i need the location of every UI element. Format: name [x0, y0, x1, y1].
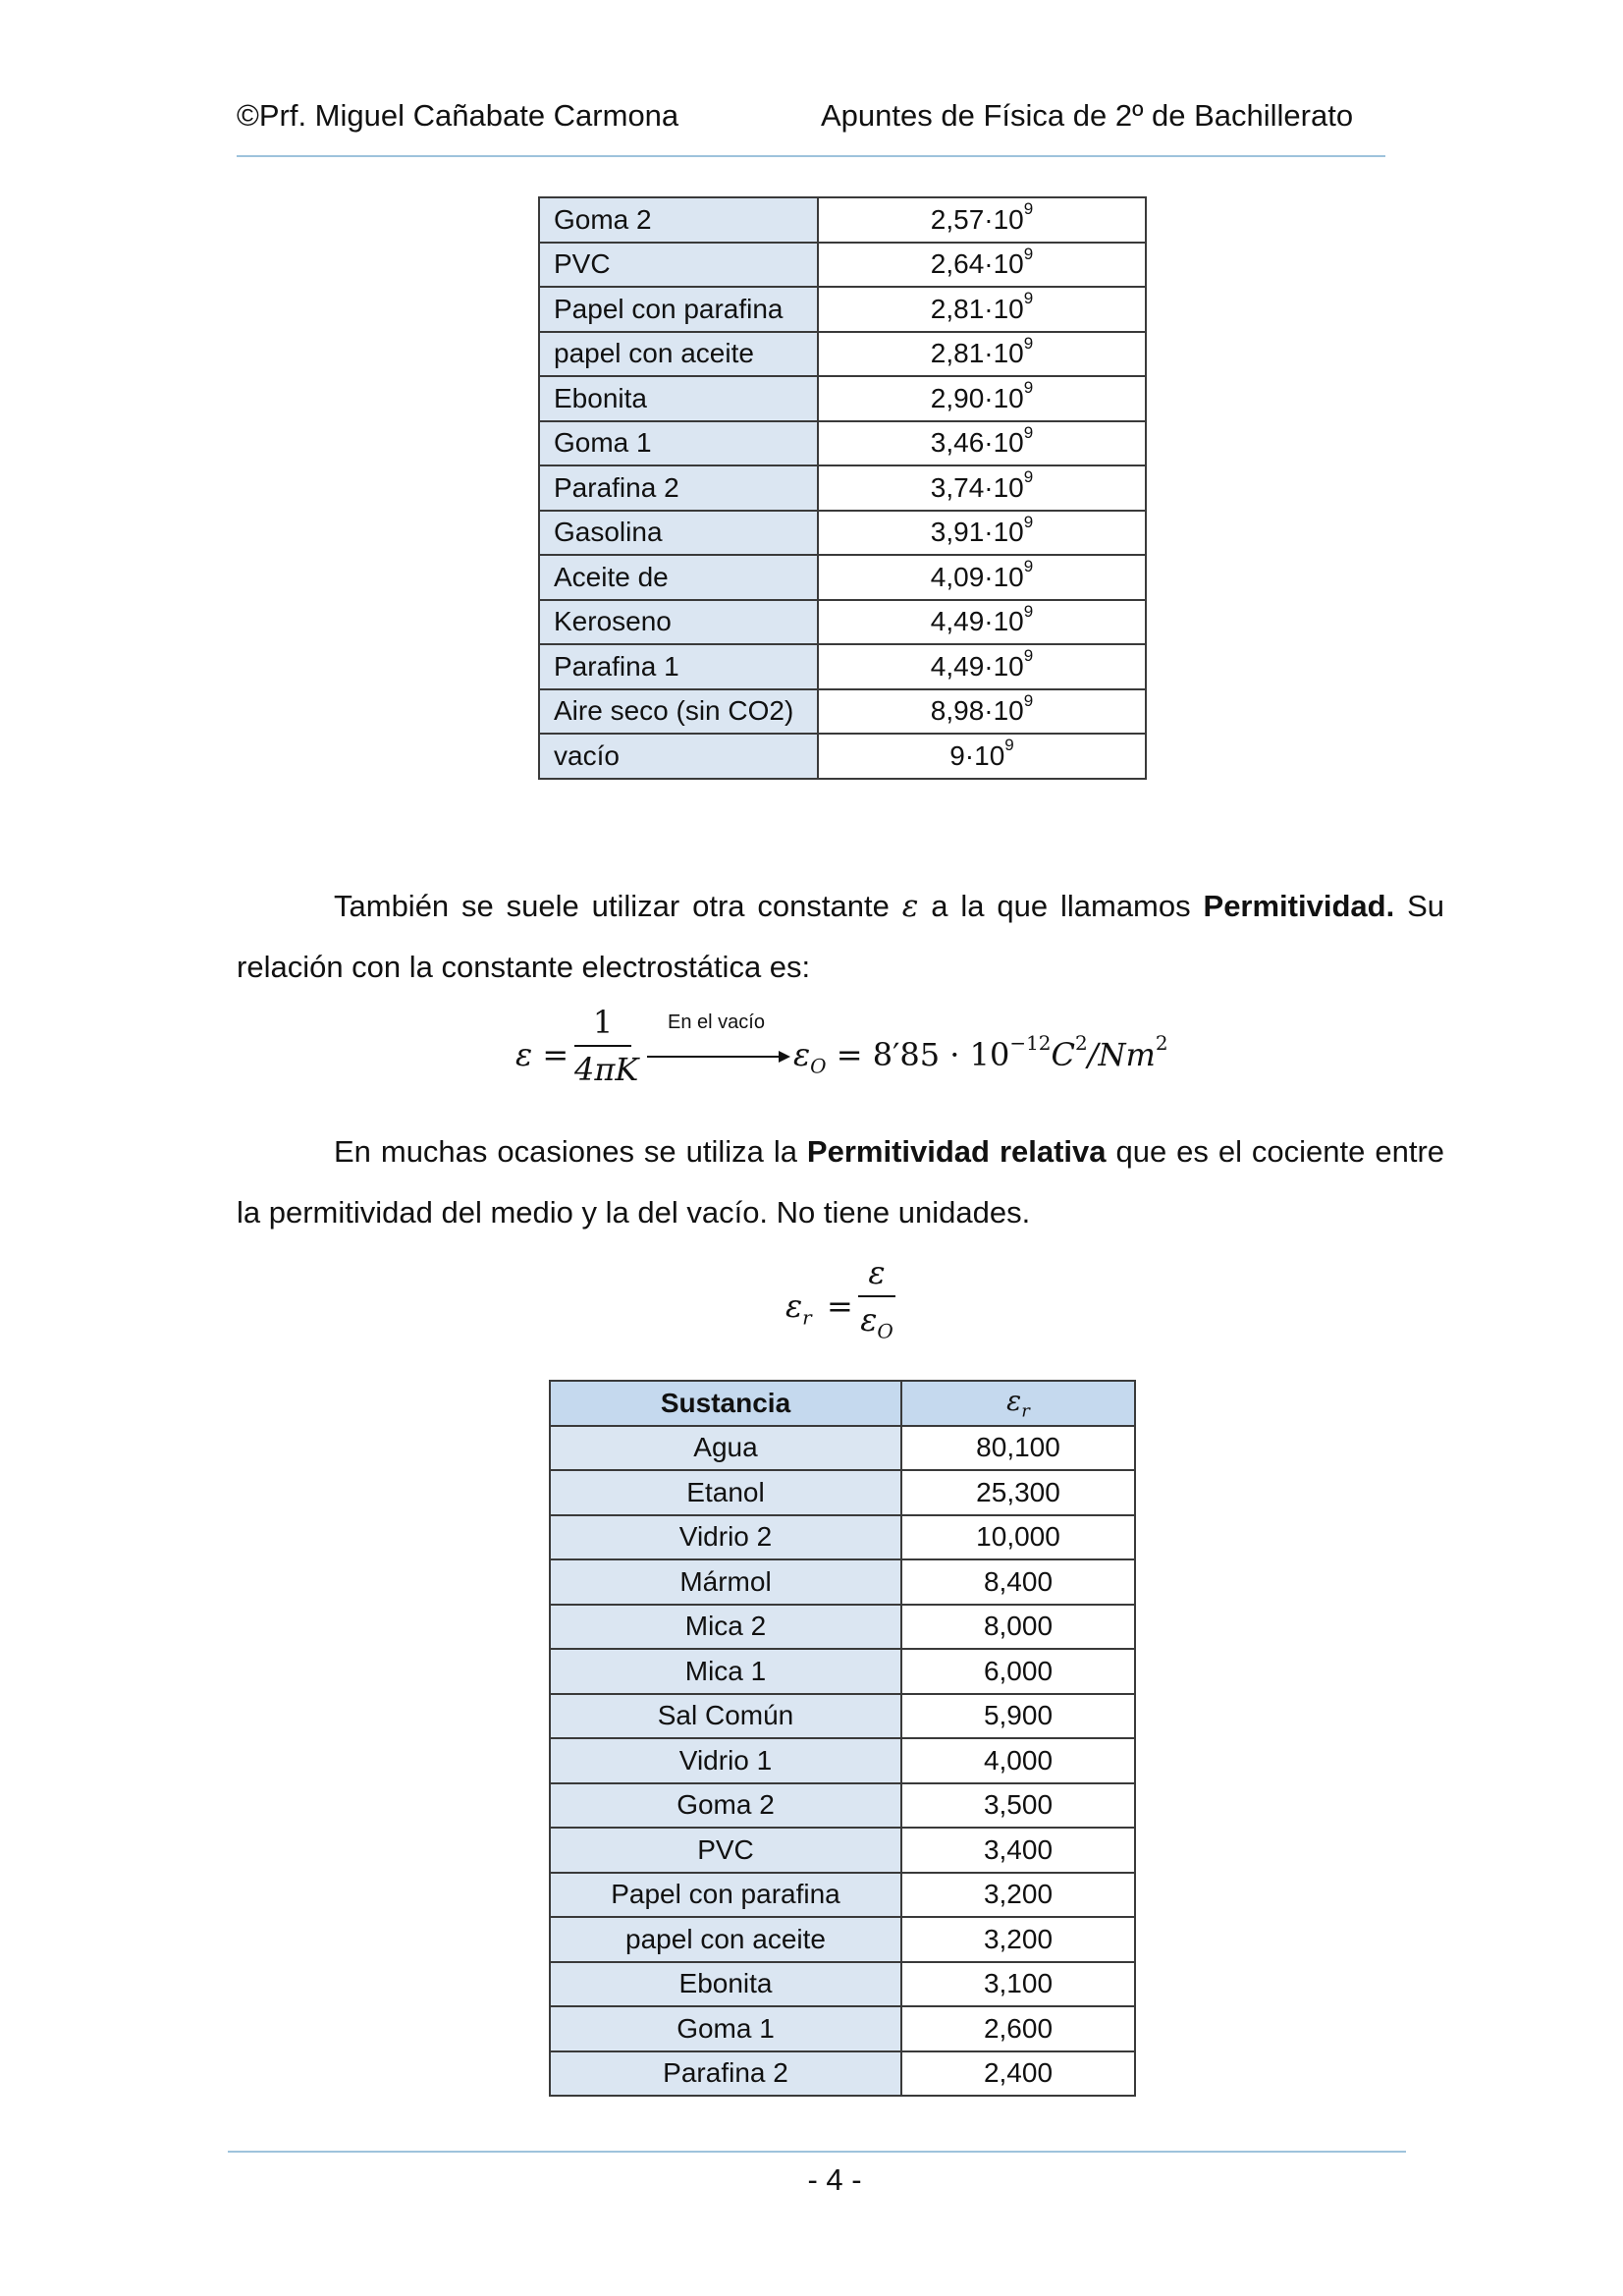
relative-permittivity-value: 25,300 — [901, 1470, 1135, 1515]
relative-permittivity-value: 4,000 — [901, 1738, 1135, 1783]
footer-divider — [228, 2151, 1406, 2153]
equation-permittivity — [515, 1004, 1183, 1110]
constant-value: $3,46\cdot 10^9$ — [818, 421, 1146, 466]
table-row — [550, 1738, 1135, 1783]
substance-name: Mica 2 — [550, 1605, 901, 1650]
eq1-fraction — [574, 1004, 639, 1088]
table-row — [539, 465, 1146, 511]
constant-value: $2,57\cdot 10^9$ — [818, 197, 1146, 243]
eq1-arrow-label: En el vacío — [668, 1011, 765, 1033]
substance-name: Etanol — [550, 1470, 901, 1515]
table-row — [550, 1828, 1135, 1873]
substance-name: Mica 1 — [550, 1649, 901, 1694]
material-name: vacío — [539, 734, 818, 779]
table-row — [539, 644, 1146, 689]
material-name: Papel con parafina — [539, 287, 818, 332]
substance-name: Agua — [550, 1426, 901, 1471]
material-name: Parafina 1 — [539, 644, 818, 689]
table-row — [539, 555, 1146, 600]
table-row — [550, 1917, 1135, 1962]
header-divider — [237, 155, 1385, 157]
material-name: Aire seco (sin CO2) — [539, 689, 818, 735]
relative-permittivity-value: 80,100 — [901, 1426, 1135, 1471]
page-number: - 4 - — [807, 2162, 862, 2197]
table-row — [539, 600, 1146, 645]
material-name: Goma 2 — [539, 197, 818, 243]
substance-name: Vidrio 2 — [550, 1515, 901, 1560]
relative-permittivity-value: 3,200 — [901, 1917, 1135, 1962]
constant-value: $3,74\cdot 10^9$ — [818, 465, 1146, 511]
table-row — [550, 1559, 1135, 1605]
header-subject: Apuntes de Física de 2º de Bachillerato — [821, 98, 1354, 133]
table-row — [550, 2006, 1135, 2051]
eq1-lhs: ε = — [515, 1036, 569, 1073]
constant-value: $4,49\cdot 10^9$ — [818, 600, 1146, 645]
material-name: Aceite de — [539, 555, 818, 600]
material-name: Parafina 2 — [539, 465, 818, 511]
column-header-er: $\varepsilon_r$ — [901, 1381, 1135, 1426]
constant-value: $2,81\cdot 10^9$ — [818, 332, 1146, 377]
relative-permittivity-value: 5,900 — [901, 1694, 1135, 1739]
relative-permittivity-value: 6,000 — [901, 1649, 1135, 1694]
relative-permittivity-value: 3,500 — [901, 1783, 1135, 1829]
constant-value: $4,49\cdot 10^9$ — [818, 644, 1146, 689]
relative-permittivity-value: 3,200 — [901, 1873, 1135, 1918]
column-header-sustancia: Sustancia — [550, 1381, 901, 1426]
table-row — [539, 421, 1146, 466]
substance-name: Mármol — [550, 1559, 901, 1605]
substance-name: Sal Común — [550, 1694, 901, 1739]
eq2-lhs: $\varepsilon_r$ — [785, 1287, 812, 1330]
table-row — [550, 1694, 1135, 1739]
constant-value: $9\cdot 10^9$ — [818, 734, 1146, 779]
table-row — [550, 1649, 1135, 1694]
table-row — [550, 1962, 1135, 2007]
table-row — [539, 734, 1146, 779]
eq1-arrow — [647, 1056, 781, 1058]
constant-value: $2,81\cdot 10^9$ — [818, 287, 1146, 332]
relative-permittivity-table — [549, 1380, 1136, 2097]
relative-permittivity-value: 2,400 — [901, 2051, 1135, 2097]
constant-value: $4,09\cdot 10^9$ — [818, 555, 1146, 600]
page-header — [237, 98, 1385, 157]
table-header-row — [550, 1381, 1135, 1426]
eq1-numerator: 1 — [592, 1004, 614, 1041]
table-row — [550, 1873, 1135, 1918]
relative-permittivity-value: 8,000 — [901, 1605, 1135, 1650]
table-row — [539, 197, 1146, 243]
relative-permittivity-value: 3,400 — [901, 1828, 1135, 1873]
table-row — [539, 511, 1146, 556]
material-name: Keroseno — [539, 600, 818, 645]
relative-permittivity-value: 10,000 — [901, 1515, 1135, 1560]
table-row — [539, 376, 1146, 421]
constant-value: $3,91\cdot 10^9$ — [818, 511, 1146, 556]
eq1-denominator: 4πK — [574, 1051, 639, 1088]
table-row — [539, 689, 1146, 735]
material-name: papel con aceite — [539, 332, 818, 377]
table-row — [550, 1515, 1135, 1560]
table-row — [539, 332, 1146, 377]
material-name: Ebonita — [539, 376, 818, 421]
substance-name: Ebonita — [550, 1962, 901, 2007]
material-name: Goma 1 — [539, 421, 818, 466]
substance-name: papel con aceite — [550, 1917, 901, 1962]
table-row — [550, 1426, 1135, 1471]
substance-name: Parafina 2 — [550, 2051, 901, 2097]
eq2-fraction: ε $\varepsilon_O$ — [858, 1254, 895, 1342]
constant-value: $2,64\cdot 10^9$ — [818, 243, 1146, 288]
header-author: ©Prf. Miguel Cañabate Carmona — [237, 98, 679, 133]
table-row — [539, 287, 1146, 332]
table-row — [550, 1783, 1135, 1829]
table-row — [550, 1470, 1135, 1515]
paragraph-permitividad: También se suele utilizar otra constante ε a la que llamamos Permitividad. Su relación con la constante electrostática es: — [237, 889, 1444, 984]
constant-value: $2,90\cdot 10^9$ — [818, 376, 1146, 421]
eq1-rhs: $\varepsilon_O = 8'85 \cdot 10^{-12}C^2/Nm^2$ — [793, 1031, 1168, 1078]
relative-permittivity-value: 2,600 — [901, 2006, 1135, 2051]
substance-name: PVC — [550, 1828, 901, 1873]
table-row — [550, 1605, 1135, 1650]
relative-permittivity-value: 8,400 — [901, 1559, 1135, 1605]
table-row — [550, 2051, 1135, 2097]
material-name: PVC — [539, 243, 818, 288]
paragraph-permitividad-relativa: En muchas ocasiones se utiliza la Permitividad relativa que es el cociente entre la permitividad del medio y la del vacío. No tiene unidades. — [237, 1134, 1445, 1230]
term-permitividad-relativa: Permitividad relativa — [806, 1134, 1107, 1169]
electrostatic-constant-table — [538, 196, 1147, 780]
substance-name: Vidrio 1 — [550, 1738, 901, 1783]
substance-name: Papel con parafina — [550, 1873, 901, 1918]
term-permitividad: Permitividad. — [1203, 889, 1395, 923]
equation-relative-permittivity: $\varepsilon_r$ = ε $\varepsilon_O$ — [785, 1262, 903, 1350]
constant-value: $8,98\cdot 10^9$ — [818, 689, 1146, 735]
epsilon-symbol: ε — [901, 889, 919, 924]
material-name: Gasolina — [539, 511, 818, 556]
substance-name: Goma 2 — [550, 1783, 901, 1829]
table-row — [539, 243, 1146, 288]
relative-permittivity-value: 3,100 — [901, 1962, 1135, 2007]
substance-name: Goma 1 — [550, 2006, 901, 2051]
